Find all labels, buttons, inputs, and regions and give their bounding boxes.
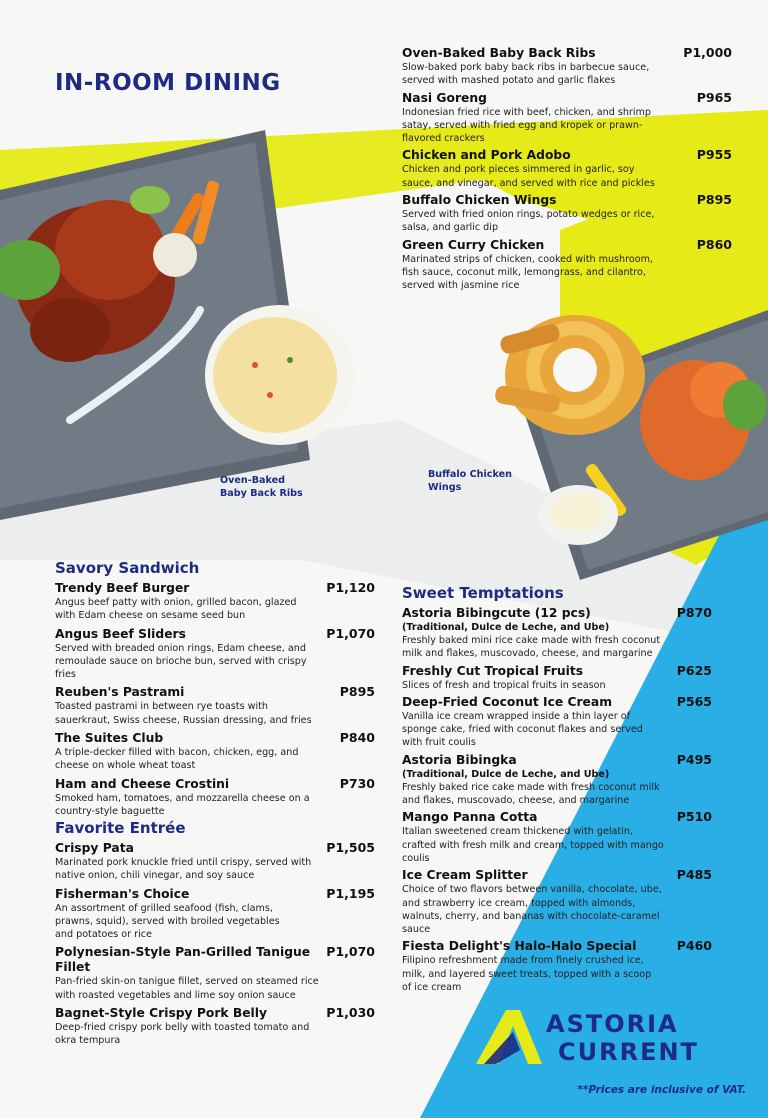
list-item [55, 580, 375, 623]
item-description: Marinated strips of chicken, cooked with mushroom, fish sauce, coconut milk, lemongrass, and cilantro, served with jasmine rice [402, 253, 653, 292]
item-description: Deep-fried crispy pork belly with toasted tomato and okra tempura [55, 1022, 310, 1047]
item-name: Freshly Cut Tropical Fruits [402, 663, 584, 678]
item-description: Served with fried onion rings, potato wedges or rice, salsa, and garlic dip [402, 209, 655, 234]
item-name: Angus Beef Sliders [55, 626, 186, 641]
item-description: Indonesian fried rice with beef, chicken, and shrimp satay, served with fried egg and kropek or prawn-flavored crackers [402, 106, 651, 145]
item-name: Ice Cream Splitter [402, 868, 528, 883]
item-name: Fiesta Delight's Halo-Halo Special [402, 939, 637, 954]
item-price: P460 [676, 938, 712, 954]
list-item [402, 45, 732, 88]
list-item [55, 776, 375, 819]
list-item [402, 147, 732, 190]
list-item [402, 237, 732, 293]
item-price: P870 [676, 605, 712, 620]
item-price: P895 [339, 684, 375, 700]
list-item [402, 752, 712, 808]
section-title: Sweet Temptations [402, 584, 564, 602]
wings-caption: Buffalo Chicken Wings [428, 469, 512, 493]
item-price: P565 [676, 693, 712, 709]
item-price: P495 [676, 751, 712, 767]
item-name: Polynesian-Style Pan-Grilled Tanigue Fillet [55, 945, 311, 975]
item-price: P860 [696, 236, 732, 252]
item-description: Smoked ham, tomatoes, and mozzarella cheese on a country-style baguette [55, 792, 310, 817]
item-price: P1,505 [326, 840, 375, 855]
item-description: Freshly baked rice cake made with fresh coconut milk and flakes, muscovado, cheese, and margarine [402, 781, 660, 807]
item-price: P1,070 [326, 625, 375, 641]
item-price: P965 [696, 89, 732, 105]
list-item [55, 1005, 375, 1048]
list-item [55, 730, 375, 773]
item-price: P730 [339, 775, 375, 791]
vat-footnote: **Prices are inclusive of VAT. [577, 1084, 746, 1096]
item-price: P1,000 [683, 45, 732, 60]
item-name: Mango Panna Cotta [402, 810, 538, 825]
item-name: Nasi Goreng [402, 90, 487, 105]
item-name: Fisherman's Choice [55, 886, 190, 901]
item-price: P485 [676, 867, 712, 883]
item-description: Slow-baked pork baby back ribs in barbecue sauce, served with mashed potato and garlic flakes [402, 62, 650, 87]
section-title: Savory Sandwich [55, 559, 200, 577]
item-price: P510 [676, 809, 712, 825]
brand-name [546, 1010, 699, 1066]
list-item [402, 605, 712, 661]
list-item [402, 938, 712, 994]
list-item [55, 626, 375, 682]
item-name: Trendy Beef Burger [55, 581, 190, 595]
item-price: P895 [696, 192, 732, 208]
item-price: P955 [696, 147, 732, 163]
item-description: Toasted pastrami in between rye toasts with sauerkraut, Swiss cheese, Russian dressing, and fries [55, 701, 312, 726]
item-name: Ham and Cheese Crostini [55, 776, 230, 791]
item-name: Deep-Fried Coconut Ice Cream [402, 694, 613, 709]
favorite-entree-section [55, 819, 375, 1048]
item-name: Reuben's Pastrami [55, 685, 185, 700]
item-description: Filipino refreshment made from finely crushed ice, milk, and layered sweet treats, topped with a scoop of ice cream [402, 955, 652, 994]
item-description: Pan-fried skin-on tanigue fillet, served on steamed rice with roasted vegetables and lime soy onion sauce [55, 976, 319, 1001]
item-price: P1,030 [326, 1005, 375, 1021]
item-description: Served with breaded onion rings, Edam cheese, and remoulade sauce on brioche bun, served with crispy fries [55, 642, 307, 681]
savory-sandwich-section [55, 559, 375, 818]
item-description: Italian sweetened cream thickened with gelatin, crafted with fresh milk and cream, topped with mango coulis [402, 826, 664, 864]
item-description: Freshly baked mini rice cake made with fresh coconut milk and flakes, muscovado, cheese, and margarine [402, 635, 661, 660]
item-price: P1,120 [326, 580, 375, 595]
brand-line-2: CURRENT [558, 1038, 699, 1066]
item-description: A triple-decker filled with bacon, chicken, egg, and cheese on whole wheat toast [55, 747, 299, 772]
item-name: Astoria Bibingka [402, 752, 517, 767]
list-item [402, 90, 732, 146]
item-price: P1,070 [326, 944, 375, 960]
item-description: Angus beef patty with onion, grilled bacon, glazed with Edam cheese on sesame seed bun [55, 597, 297, 622]
item-price: P1,195 [326, 885, 375, 901]
item-price: P625 [676, 662, 712, 678]
list-item [55, 840, 375, 883]
item-name: Crispy Pata [55, 841, 134, 855]
top-menu-list [402, 45, 732, 293]
item-subtitle: (Traditional, Dulce de Leche, and Ube) [402, 768, 610, 780]
list-item [402, 192, 732, 235]
brand-line-1: ASTORIA [546, 1010, 679, 1038]
item-price: P840 [339, 730, 375, 746]
item-description: Vanilla ice cream wrapped inside a thin layer of sponge cake, fried with coconut flakes and served with fruit coulis [402, 710, 643, 749]
item-name: Oven-Baked Baby Back Ribs [402, 46, 596, 60]
list-item [402, 867, 712, 936]
ribs-caption: Oven-Baked Baby Back Ribs [220, 475, 303, 499]
item-name: Chicken and Pork Adobo [402, 148, 571, 163]
list-item [402, 809, 712, 865]
item-description: An assortment of grilled seafood (fish, clams, prawns, squid), served with broiled vegetables and potatoes or rice [55, 902, 280, 941]
list-item [402, 663, 712, 692]
item-description: Slices of fresh and tropical fruits in season [402, 679, 606, 691]
astoria-logo-icon [476, 1010, 542, 1064]
sweet-temptations-section [402, 584, 712, 994]
item-subtitle: (Traditional, Dulce de Leche, and Ube) [402, 622, 610, 633]
item-name: Buffalo Chicken Wings [402, 193, 557, 208]
item-name: Bagnet-Style Crispy Pork Belly [55, 1006, 268, 1021]
item-description: Chicken and pork pieces simmered in garlic, soy sauce, and vinegar, and served with rice and pickles [402, 164, 655, 189]
list-item [55, 944, 375, 1002]
page-title: IN-ROOM DINING [55, 70, 281, 96]
list-item [402, 694, 712, 750]
section-title: Favorite Entrée [55, 819, 186, 837]
list-item [55, 684, 375, 727]
item-name: The Suites Club [55, 731, 164, 746]
list-item [55, 886, 375, 942]
ribs-photo [0, 130, 380, 520]
item-name: Astoria Bibingcute (12 pcs) [402, 606, 591, 620]
item-description: Marinated pork knuckle fried until crispy, served with native onion, chili vinegar, and soy sauce [55, 857, 312, 882]
wings-photo [480, 290, 768, 590]
item-description: Choice of two flavors between vanilla, chocolate, ube, and strawberry ice cream, topped with almonds, walnuts, cherry, and bananas with chocolate-caramel sauce [402, 884, 662, 936]
item-name: Green Curry Chicken [402, 237, 545, 252]
